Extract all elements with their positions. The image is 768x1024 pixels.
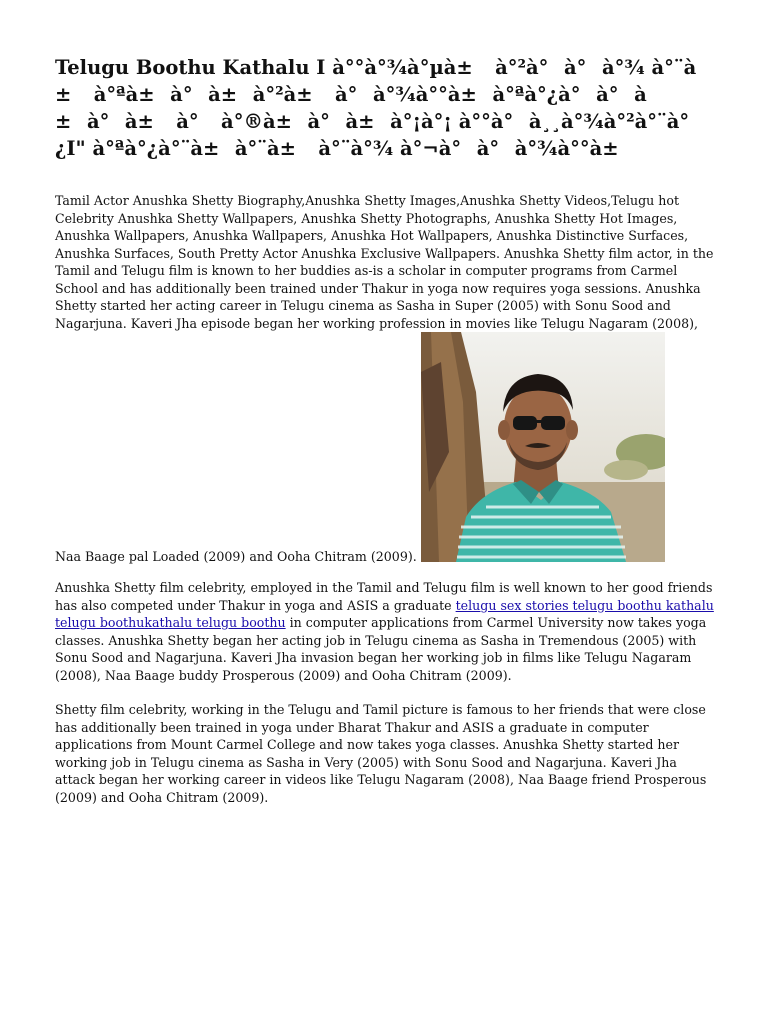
paragraph-second-end: in computer applications from Carmel University now takes yoga classes. Anushka Shetty began her acting job in Telugu cinema as Sasha in Tremendous (2005) with Sonu Sood and Nagarjuna. Kaveri Jha invasion began her working job in films like Telugu Nagaram (2008), Naa Baage buddy Prosperous (2009) and Ooha Chitram (2009).: [55, 615, 707, 683]
telugu-stories-link[interactable]: telugu sex stories telugu boothu kathalu telugu boothukathalu telugu boothu: [55, 597, 714, 630]
image-caption: Naa Baage pal Loaded (2009) and Ooha Chitram (2009).: [55, 548, 417, 564]
page-title: Telugu Boothu Kathalu I à°°à°¾à°µà± à°²à°à°à°¾ à°¨à± à°ªà±à°à±à°²à± à°à°¾à°°à±à°ªà°¿à°à°à±à°à± à° à°®à±à°à±à°¡à°¡ à°°à°à¸¸à°¾à°²à°¨à°¿I" à°ªà°¿à°¨à±à°¨à± à°¨à°¾ à°¬à°à°à°¾à°°à±: [55, 56, 697, 160]
paragraph-second: [55, 579, 715, 684]
article: [55, 54, 715, 806]
image-row: [55, 332, 715, 562]
paragraph-second-start: Anushka Shetty film celebrity, employed in the Tamil and Telugu film is well known to her good friends has also competed under Thakur in yoga and ASIS a graduate: [55, 580, 713, 613]
paragraph-third: Shetty film celebrity, working in the Telugu and Tamil picture is famous to her friends that were close has additionally been trained in yoga under Bharat Thakur and ASIS a graduate in computer applications from Mount Carmel College and now takes yoga classes. Anushka Shetty started her working job in Telugu cinema as Sasha in Very (2005) with Sonu Sood and Nagarjuna. Kaveri Jha attack began her working career in videos like Telugu Nagaram (2008), Naa Baage friend Prosperous (2009) and Ooha Chitram (2009).: [55, 702, 707, 805]
paragraph-intro: Tamil Actor Anushka Shetty Biography,Anushka Shetty Images,Anushka Shetty Videos,Telugu hot Celebrity Anushka Shetty Wallpapers, Anushka Shetty Photographs, Anushka Shetty Hot Images, Anushka Wallpapers, Anushka Wallpapers, Anushka Hot Wallpapers, Anushka Distinctive Surfaces, Anushka Surfaces, South Pretty Actor Anushka Exclusive Wallpapers. Anushka Shetty film actor, in the Tamil and Telugu film is known to her buddies as-is a scholar in computer programs from Carmel School and has additionally been trained under Thakur in yoga now requires yoga sessions. Anushka Shetty started her acting career in Telugu cinema as Sasha in Super (2005) with Sonu Sood and Nagarjuna. Kaveri Jha episode began her working profession in movies like Telugu Nagaram (2008),: [55, 193, 714, 331]
person-photo: [421, 332, 665, 562]
